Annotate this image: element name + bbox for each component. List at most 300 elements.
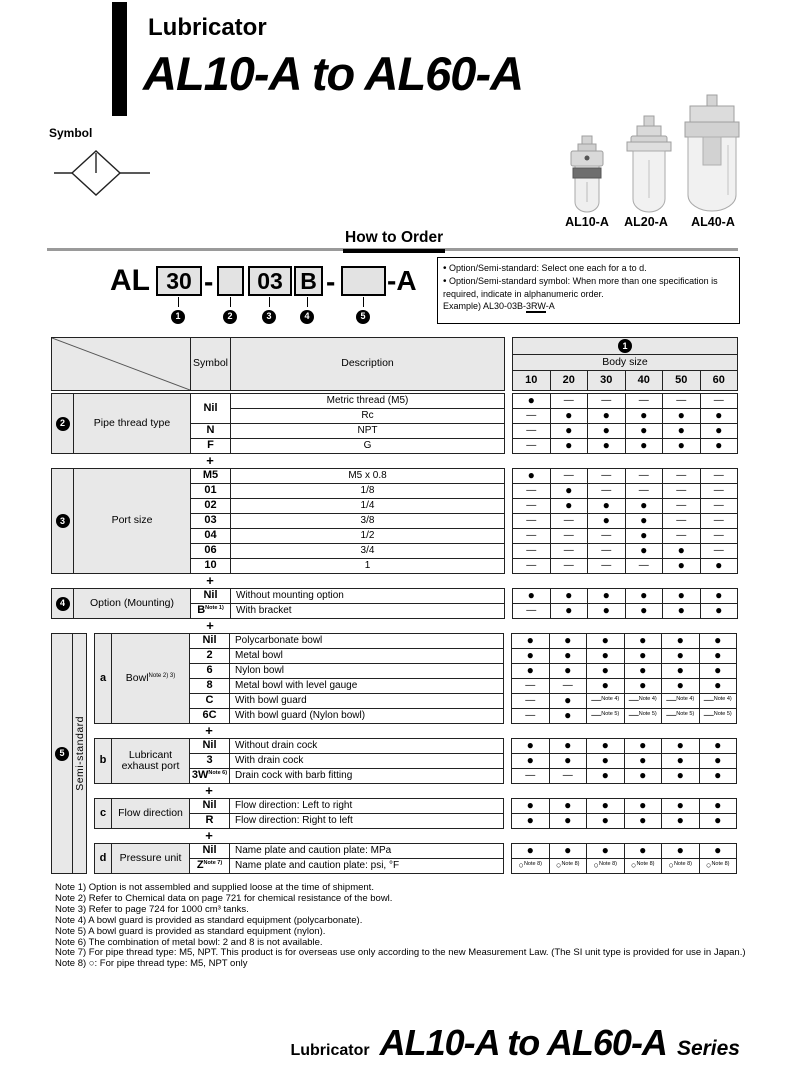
product-label-al10-a: AL10-A xyxy=(565,215,609,229)
order-example-suffix: -A xyxy=(545,300,555,311)
filled-dot: ● xyxy=(602,498,610,513)
matrix-row xyxy=(513,589,738,604)
dash-mark: — xyxy=(526,499,537,511)
description-cell: Name plate and caution plate: psi, °F xyxy=(230,859,504,874)
dash-mark: — xyxy=(666,709,677,721)
description-cell: 1/4 xyxy=(231,499,505,514)
availability-cell xyxy=(550,409,588,424)
availability-cell xyxy=(699,799,737,814)
availability-cell xyxy=(512,799,550,814)
filled-dot: ● xyxy=(639,678,647,693)
availability-cell xyxy=(663,499,701,514)
availability-cell xyxy=(512,664,550,679)
cell-note: Note 5) xyxy=(676,710,695,717)
cell-note: Note 4) xyxy=(676,695,695,702)
availability-cell xyxy=(549,754,587,769)
matrix-row xyxy=(513,409,738,424)
filled-dot: ● xyxy=(640,498,648,513)
filled-dot: ● xyxy=(677,408,685,423)
option-group-table xyxy=(51,588,505,619)
subsection-row xyxy=(94,738,737,784)
availability-cell xyxy=(513,469,551,484)
filled-dot: ● xyxy=(639,633,647,648)
availability-cell xyxy=(549,649,587,664)
symbol-cell: 10 xyxy=(191,559,231,574)
order-code-separator: - xyxy=(326,266,336,297)
availability-cell xyxy=(513,409,551,424)
open-circle: ○ xyxy=(518,859,524,870)
availability-cell xyxy=(663,589,701,604)
availability-cell xyxy=(625,544,663,559)
group-number-cell xyxy=(52,394,74,454)
description-cell: Nylon bowl xyxy=(230,664,504,679)
availability-cell xyxy=(625,424,663,439)
filled-dot: ● xyxy=(676,768,684,783)
footnote-line: Note 4) A bowl guard is provided as standard equipment (polycarbonate). xyxy=(55,914,363,926)
availability-cell xyxy=(587,814,625,829)
dash-mark: — xyxy=(703,694,714,706)
header-accent-bar xyxy=(112,2,127,116)
availability-cell xyxy=(699,859,737,874)
circled-number-3: 3 xyxy=(262,310,276,324)
availability-cell xyxy=(700,424,738,439)
cell-note: Note 5) xyxy=(601,710,620,717)
dash-mark: — xyxy=(526,604,537,616)
option-row xyxy=(52,589,505,604)
availability-cell xyxy=(587,859,625,874)
availability-cell xyxy=(550,394,588,409)
symbol-cell: 6 xyxy=(190,664,230,679)
open-circle: ○ xyxy=(631,859,637,870)
matrix-row xyxy=(512,694,737,709)
availability-cell xyxy=(549,664,587,679)
matrix-row xyxy=(512,769,737,784)
availability-cell xyxy=(625,514,663,529)
availability-cell xyxy=(587,634,625,649)
footnotes xyxy=(55,883,746,970)
bullet-icon: • xyxy=(443,263,447,274)
filled-dot: ● xyxy=(564,648,572,663)
plus-separator: + xyxy=(205,828,213,843)
availability-cell xyxy=(550,589,588,604)
description-cell: Drain cock with barb fitting xyxy=(230,769,504,784)
symbol-cell: R xyxy=(190,814,230,829)
matrix-row xyxy=(512,799,737,814)
dash-mark: — xyxy=(676,514,687,526)
availability-cell xyxy=(662,709,700,724)
semi-standard-sub-table xyxy=(94,798,504,829)
description-cell: 3/4 xyxy=(231,544,505,559)
open-circle: ○ xyxy=(593,859,599,870)
description-cell: Metal bowl with level gauge xyxy=(230,679,504,694)
availability-cell xyxy=(662,844,700,859)
symbol-label: Symbol xyxy=(49,126,93,140)
availability-cell xyxy=(588,529,626,544)
table-header-row xyxy=(51,337,738,391)
availability-cell xyxy=(588,469,626,484)
option-row xyxy=(52,394,505,409)
availability-cell xyxy=(625,589,663,604)
symbol-cell: 02 xyxy=(191,499,231,514)
matrix-row xyxy=(513,394,738,409)
dash-mark: — xyxy=(601,469,612,481)
filled-dot: ● xyxy=(639,753,647,768)
dash-mark: — xyxy=(638,559,649,571)
order-table xyxy=(51,337,738,874)
dash-mark: — xyxy=(713,469,724,481)
filled-dot: ● xyxy=(601,768,609,783)
availability-cell xyxy=(699,769,737,784)
body-size-matrix xyxy=(511,738,737,784)
order-table-group xyxy=(51,393,738,454)
filled-dot: ● xyxy=(676,813,684,828)
dash-mark: — xyxy=(526,514,537,526)
symbol-cell: Nil xyxy=(190,739,230,754)
filled-dot: ● xyxy=(565,588,573,603)
filled-dot: ● xyxy=(676,753,684,768)
dash-mark: — xyxy=(676,499,687,511)
matrix-row xyxy=(513,439,738,454)
group-number-cell xyxy=(52,634,72,873)
symbol-cell: 8 xyxy=(190,679,230,694)
filled-dot: ● xyxy=(527,393,535,408)
filled-dot: ● xyxy=(676,678,684,693)
filled-dot: ● xyxy=(676,843,684,858)
dash-mark: — xyxy=(526,544,537,556)
body-size-matrix xyxy=(511,843,737,874)
filled-dot: ● xyxy=(715,423,723,438)
availability-cell xyxy=(549,799,587,814)
body-size-matrix xyxy=(512,588,738,619)
availability-cell xyxy=(699,679,737,694)
filled-dot: ● xyxy=(564,798,572,813)
availability-cell xyxy=(550,499,588,514)
availability-cell xyxy=(700,439,738,454)
availability-cell xyxy=(512,754,550,769)
description-cell: NPT xyxy=(231,424,505,439)
filled-dot: ● xyxy=(527,468,535,483)
availability-cell xyxy=(700,544,738,559)
availability-cell xyxy=(549,739,587,754)
symbol-cell: $B^{Note 1)}$ xyxy=(191,604,231,619)
footnote-line: Note 1) Option is not assembled and supplied loose at the time of shipment. xyxy=(55,882,374,893)
availability-cell xyxy=(513,589,551,604)
availability-cell xyxy=(624,799,662,814)
size-header-cell: 30 xyxy=(588,371,626,391)
filled-dot: ● xyxy=(564,753,572,768)
option-row xyxy=(95,799,504,814)
dash-mark: — xyxy=(562,679,573,691)
availability-cell xyxy=(550,544,588,559)
availability-cell xyxy=(513,499,551,514)
filled-dot: ● xyxy=(602,408,610,423)
body-size-marker-cell xyxy=(513,338,738,355)
footnote-line: Note 2) Refer to Chemical data on page 721 for chemical resistance of the bowl. xyxy=(55,892,393,904)
availability-cell xyxy=(513,424,551,439)
availability-cell xyxy=(588,589,626,604)
dash-mark: — xyxy=(703,709,714,721)
open-circle: ○ xyxy=(706,859,712,870)
body-size-matrix xyxy=(512,468,738,574)
product-image-al40-a xyxy=(685,95,739,211)
size-header-cell: 10 xyxy=(513,371,551,391)
availability-cell xyxy=(624,739,662,754)
filled-dot: ● xyxy=(526,798,534,813)
order-box-option: B xyxy=(294,266,323,296)
note-bullet: • Option/Semi-standard: Select one each for a to d. xyxy=(443,263,647,274)
filled-dot: ● xyxy=(714,633,722,648)
order-box-semi-standard xyxy=(341,266,386,296)
footnote-line: Note 6) The combination of metal bowl: 2 and 8 is not available. xyxy=(55,936,323,948)
availability-cell xyxy=(663,439,701,454)
description-cell: With bowl guard xyxy=(230,694,504,709)
availability-cell xyxy=(625,469,663,484)
availability-cell xyxy=(662,754,700,769)
availability-cell xyxy=(700,409,738,424)
filled-dot: ● xyxy=(677,543,685,558)
dash-mark: — xyxy=(563,529,574,541)
matrix-row xyxy=(513,424,738,439)
order-box-body-size: 30 xyxy=(156,266,202,296)
availability-cell xyxy=(550,514,588,529)
cell-note: Note 8) xyxy=(711,860,730,867)
filled-dot: ● xyxy=(601,843,609,858)
availability-cell xyxy=(663,529,701,544)
availability-cell xyxy=(512,679,550,694)
availability-cell xyxy=(663,514,701,529)
availability-cell xyxy=(700,514,738,529)
availability-cell xyxy=(624,694,662,709)
availability-cell xyxy=(625,604,663,619)
plus-separator: + xyxy=(206,618,214,633)
availability-cell xyxy=(624,814,662,829)
matrix-row xyxy=(512,649,737,664)
size-header-cell: 20 xyxy=(550,371,588,391)
filled-dot: ● xyxy=(527,588,535,603)
sub-letter-cell: d xyxy=(95,844,112,874)
availability-cell xyxy=(624,859,662,874)
availability-cell xyxy=(512,694,550,709)
description-cell: 1 xyxy=(231,559,505,574)
availability-cell xyxy=(699,649,737,664)
product-label-al20-a: AL20-A xyxy=(624,215,668,229)
description-cell: Flow direction: Left to right xyxy=(230,799,504,814)
size-header-cell: 40 xyxy=(625,371,663,391)
option-row xyxy=(95,634,504,649)
dash-mark: — xyxy=(713,514,724,526)
availability-cell xyxy=(662,694,700,709)
description-cell: G xyxy=(231,439,505,454)
dash-mark: — xyxy=(638,469,649,481)
availability-cell xyxy=(663,409,701,424)
availability-cell xyxy=(512,859,550,874)
bullet-icon: • xyxy=(443,276,447,288)
filled-dot: ● xyxy=(602,588,610,603)
dash-mark: — xyxy=(638,394,649,406)
availability-cell xyxy=(549,814,587,829)
product-label-al40-a: AL40-A xyxy=(691,215,735,229)
availability-cell xyxy=(625,439,663,454)
size-header-cell: 50 xyxy=(663,371,701,391)
subsection-row xyxy=(94,633,737,724)
dash-mark: — xyxy=(526,424,537,436)
availability-cell xyxy=(699,664,737,679)
availability-cell xyxy=(513,544,551,559)
option-row xyxy=(95,844,504,859)
semi-standard-group xyxy=(51,633,738,874)
dash-mark: — xyxy=(676,529,687,541)
availability-cell xyxy=(663,394,701,409)
dash-mark: — xyxy=(525,709,536,721)
filled-dot: ● xyxy=(639,798,647,813)
filled-dot: ● xyxy=(601,813,609,828)
availability-cell xyxy=(588,604,626,619)
size-header-cell: 60 xyxy=(700,371,738,391)
availability-cell xyxy=(550,469,588,484)
group-label-cell: Option (Mounting) xyxy=(74,589,191,619)
availability-cell xyxy=(699,814,737,829)
open-circle: ○ xyxy=(668,859,674,870)
description-cell: Without mounting option xyxy=(231,589,505,604)
availability-cell xyxy=(588,514,626,529)
cell-note: Note 8) xyxy=(523,860,542,867)
matrix-row xyxy=(512,739,737,754)
availability-cell xyxy=(624,634,662,649)
matrix-row xyxy=(513,514,738,529)
availability-cell xyxy=(512,649,550,664)
matrix-row xyxy=(512,709,737,724)
availability-cell xyxy=(662,799,700,814)
order-note-box xyxy=(437,257,740,324)
order-box-thread-type xyxy=(217,266,244,296)
size-header-row xyxy=(513,371,738,391)
filled-dot: ● xyxy=(601,648,609,663)
filled-dot: ● xyxy=(639,843,647,858)
filled-dot: ● xyxy=(677,438,685,453)
description-cell: M5 x 0.8 xyxy=(231,469,505,484)
filled-dot: ● xyxy=(564,633,572,648)
order-code-prefix: AL xyxy=(110,264,150,297)
availability-cell xyxy=(587,769,625,784)
symbol-cell: 01 xyxy=(191,484,231,499)
symbol-cell: Nil xyxy=(191,394,231,424)
cell-note: Note 8) xyxy=(598,860,617,867)
availability-cell xyxy=(699,739,737,754)
symbol-column-header: Symbol xyxy=(191,338,231,391)
availability-cell xyxy=(662,859,700,874)
order-example-marked: 3RW xyxy=(526,300,546,311)
availability-cell xyxy=(587,664,625,679)
circled-number: 3 xyxy=(56,514,70,528)
dash-mark: — xyxy=(563,544,574,556)
description-cell: 1/8 xyxy=(231,484,505,499)
sub-label-cell: Lubricant exhaust port xyxy=(112,739,190,784)
availability-cell xyxy=(662,649,700,664)
group-number-cell xyxy=(52,469,74,574)
page-title: AL10-A to AL60-A xyxy=(143,47,524,100)
filled-dot: ● xyxy=(714,738,722,753)
footer-category: Lubricator xyxy=(290,1042,370,1059)
description-cell: 3/8 xyxy=(231,514,505,529)
sub-letter-cell: b xyxy=(95,739,112,784)
order-table-group xyxy=(51,468,738,574)
filled-dot: ● xyxy=(564,843,572,858)
filled-dot: ● xyxy=(640,423,648,438)
availability-cell xyxy=(700,559,738,574)
description-column-header: Description xyxy=(231,338,505,391)
semi-standard-subsections xyxy=(94,633,737,874)
filled-dot: ● xyxy=(526,633,534,648)
availability-cell xyxy=(625,559,663,574)
availability-cell xyxy=(588,439,626,454)
availability-cell xyxy=(588,544,626,559)
availability-cell xyxy=(699,754,737,769)
matrix-row xyxy=(512,664,737,679)
filled-dot: ● xyxy=(565,408,573,423)
description-cell: Without drain cock xyxy=(230,739,504,754)
filled-dot: ● xyxy=(676,798,684,813)
availability-cell xyxy=(699,844,737,859)
dash-mark: — xyxy=(526,439,537,451)
filled-dot: ● xyxy=(601,738,609,753)
dash-mark: — xyxy=(601,559,612,571)
dash-mark: — xyxy=(666,694,677,706)
symbol-cell: Nil xyxy=(190,844,230,859)
availability-cell xyxy=(549,859,587,874)
availability-cell xyxy=(625,529,663,544)
filled-dot: ● xyxy=(526,738,534,753)
filled-dot: ● xyxy=(602,423,610,438)
option-row xyxy=(52,469,505,484)
dash-mark: — xyxy=(638,484,649,496)
dash-mark: — xyxy=(563,394,574,406)
circled-number-2: 2 xyxy=(223,310,237,324)
availability-cell xyxy=(587,799,625,814)
symbol-cell: 3 xyxy=(190,754,230,769)
open-circle: ○ xyxy=(556,859,562,870)
dash-mark: — xyxy=(713,394,724,406)
availability-cell xyxy=(700,604,738,619)
availability-cell xyxy=(624,649,662,664)
availability-cell xyxy=(512,844,550,859)
filled-dot: ● xyxy=(640,588,648,603)
filled-dot: ● xyxy=(564,663,572,678)
option-group-table xyxy=(51,393,505,454)
plus-separator: + xyxy=(205,723,213,738)
filled-dot: ● xyxy=(676,663,684,678)
availability-cell xyxy=(550,439,588,454)
footer-title: AL10-A to AL60-A xyxy=(379,1022,667,1063)
availability-cell xyxy=(625,484,663,499)
dash-mark: — xyxy=(713,499,724,511)
filled-dot: ● xyxy=(714,648,722,663)
vertical-label: Semi-standard xyxy=(73,716,86,791)
circled-number: 4 xyxy=(56,597,70,611)
symbol-cell: 06 xyxy=(191,544,231,559)
order-code-separator: - xyxy=(204,266,214,297)
matrix-row xyxy=(512,634,737,649)
description-cell: Metric thread (M5) xyxy=(231,394,505,409)
group-label-cell: Port size xyxy=(74,469,191,574)
filled-dot: ● xyxy=(602,513,610,528)
availability-cell xyxy=(662,739,700,754)
group-number-cell xyxy=(52,589,74,619)
availability-cell xyxy=(700,529,738,544)
availability-cell xyxy=(513,559,551,574)
availability-cell xyxy=(699,694,737,709)
filled-dot: ● xyxy=(676,633,684,648)
availability-cell xyxy=(588,394,626,409)
